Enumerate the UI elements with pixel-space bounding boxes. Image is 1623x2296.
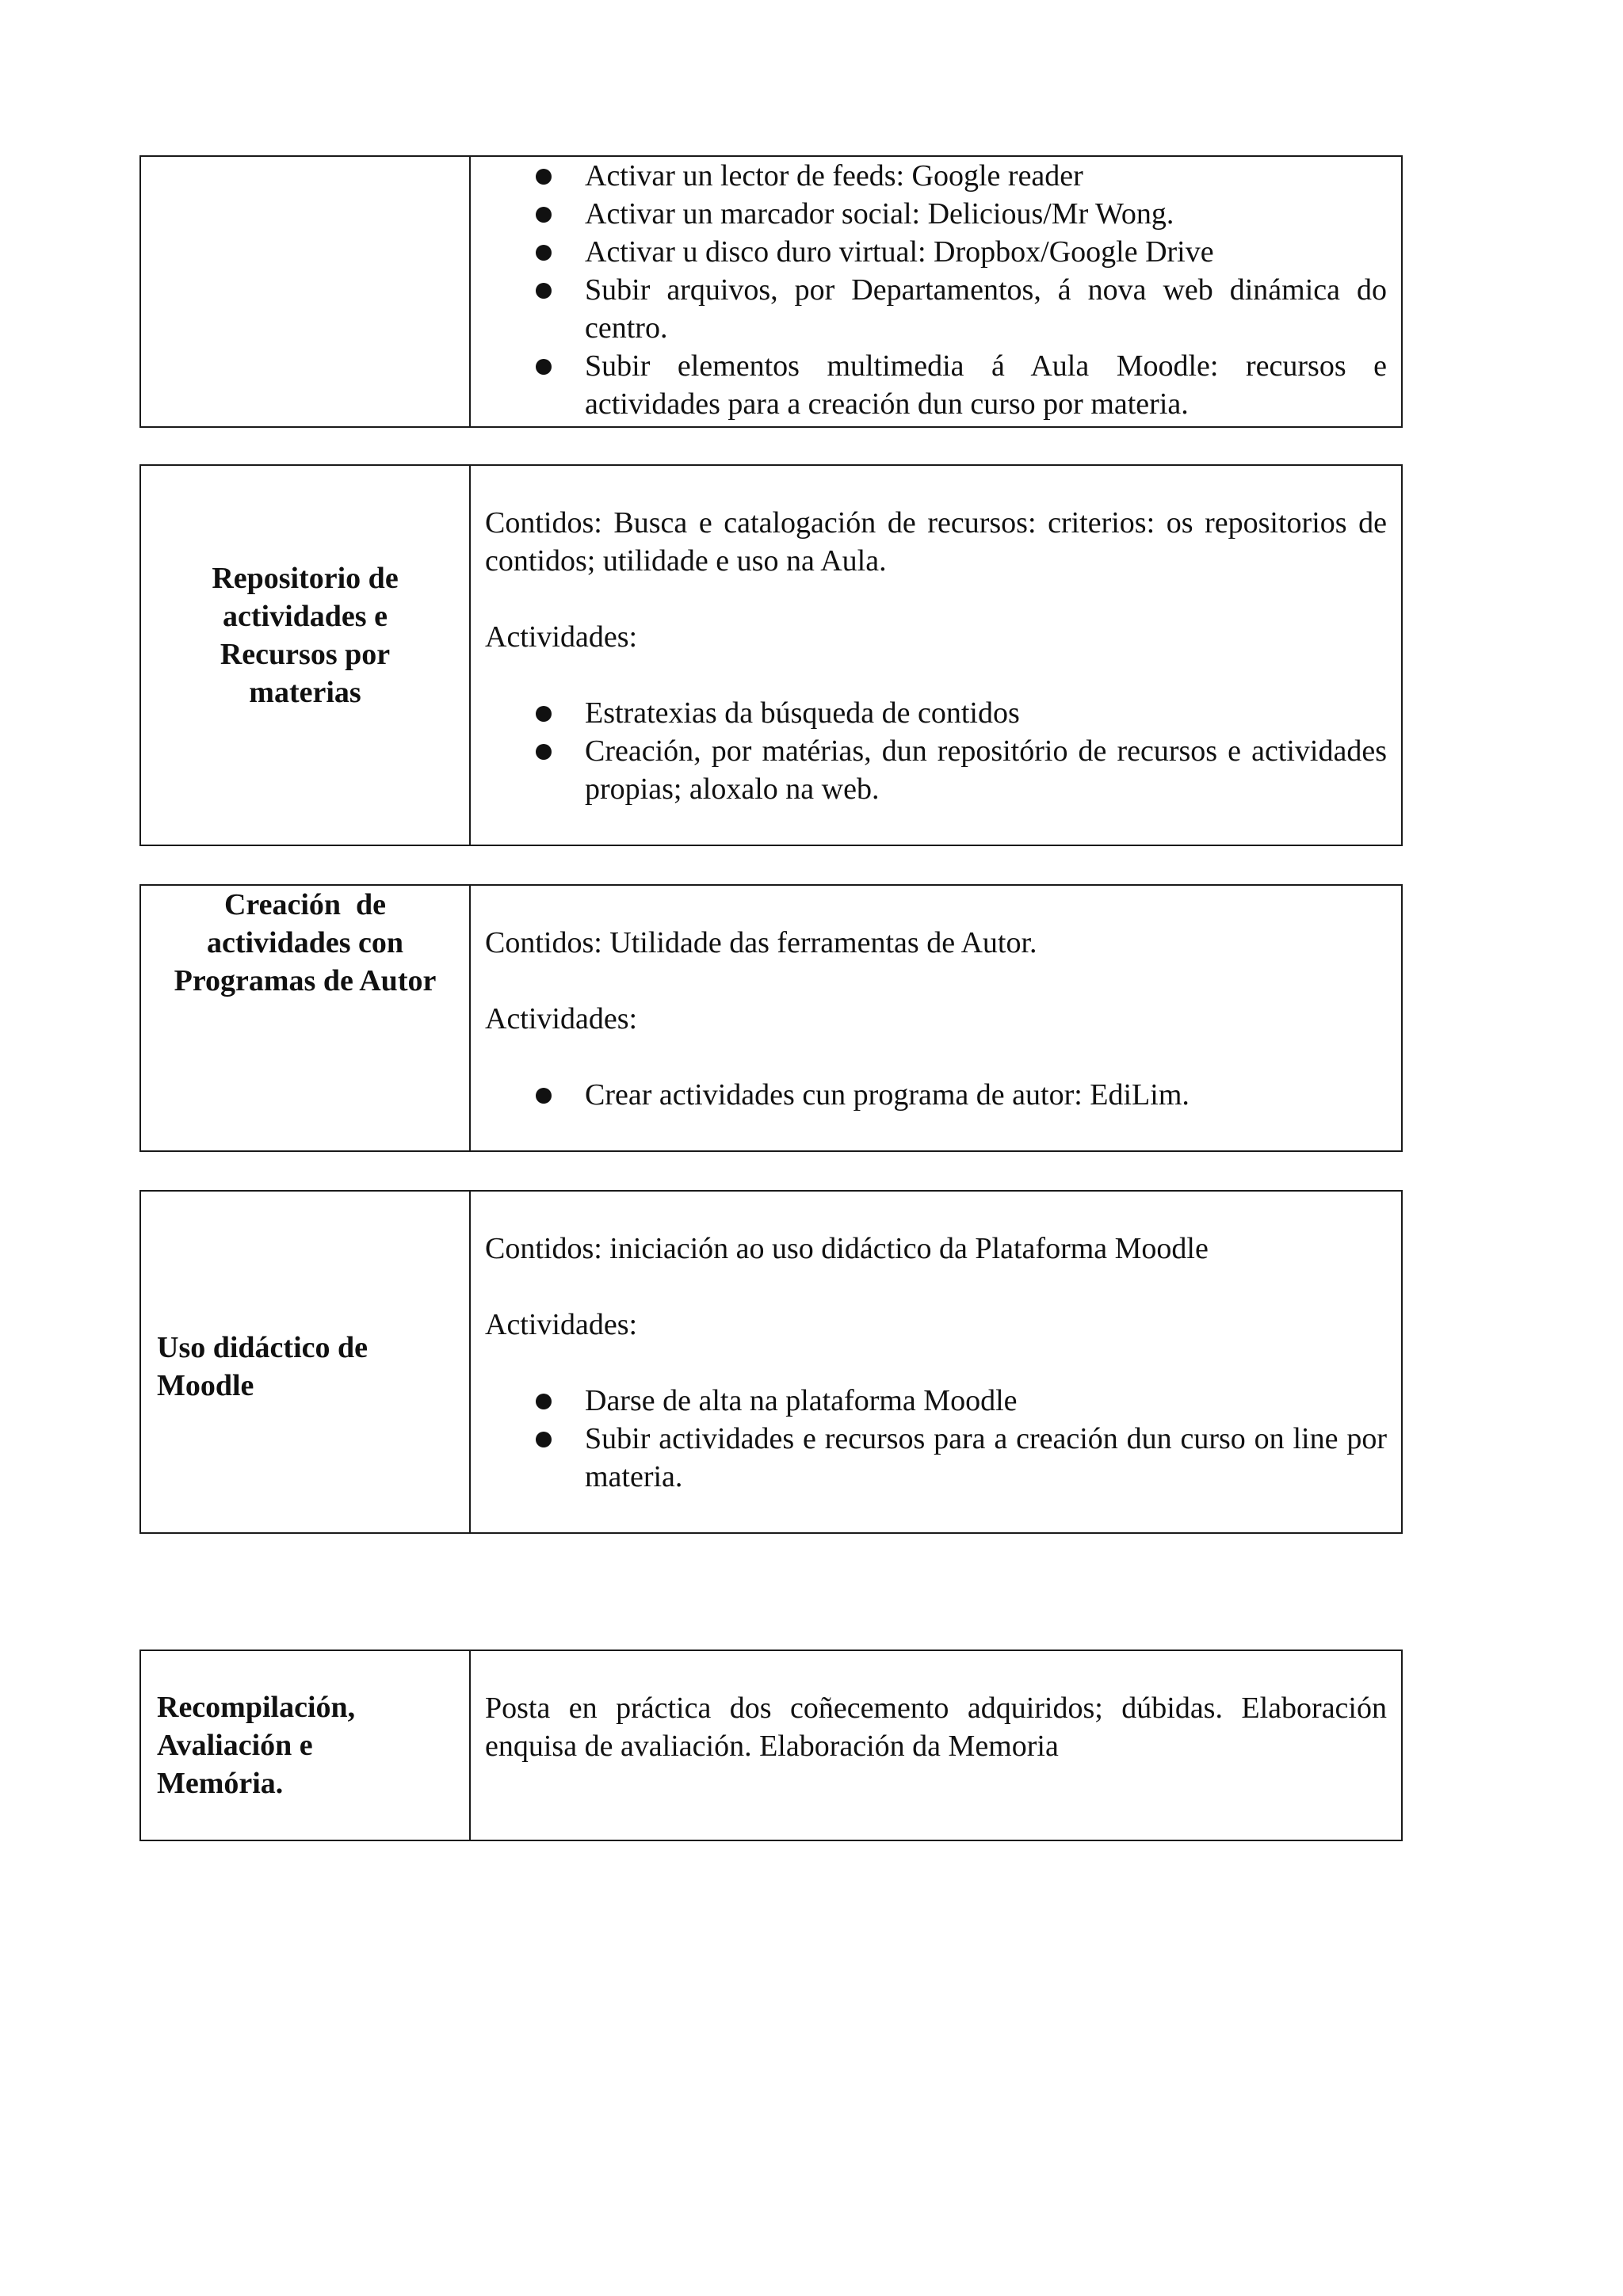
bullet-list [485,694,1387,808]
label-line: actividades con [206,926,404,959]
bullet-list [485,1076,1387,1114]
list-item: Darse de alta na plataforma Moodle [585,1382,1387,1420]
label-line: Recompilación, [157,1691,356,1724]
label-line: Recursos por [220,638,391,671]
list-item: Estratexias da búsqueda de contidos [585,694,1387,732]
label-line: Repositorio de [212,562,399,595]
table-recompilacion [139,1650,1403,1841]
table-moodle [139,1190,1403,1534]
content-cell [471,1651,1401,1840]
list-item: Activar u disco duro virtual: Dropbox/Google Drive [585,233,1387,271]
contidos-text: Contidos: iniciación ao uso didáctico da Plataforma Moodle [485,1232,1209,1265]
empty-label-cell [141,157,471,426]
list-item: Subir arquivos, por Departamentos, á nova web dinámica do centro. [585,271,1387,347]
list-item: Activar un marcador social: Delicious/Mr Wong. [585,195,1387,233]
contidos-text: Contidos: Busca e catalogación de recursos: criterios: os repositorios de contidos; utilidade e uso na Aula. [485,506,1387,578]
label-line: Uso didáctico de [157,1331,368,1364]
section-label [141,466,471,845]
content-cell [471,886,1401,1150]
label-line: Memória. [157,1767,284,1800]
bullet-list [485,157,1387,423]
section-label [141,1651,471,1840]
content-cell [471,466,1401,845]
section-label [141,1192,471,1532]
list-item: Subir actividades e recursos para a creación dun curso on line por materia. [585,1420,1387,1496]
table-repositorio [139,464,1403,846]
label-line: Moodle [157,1369,254,1402]
bullet-list [485,1382,1387,1496]
section-label [141,886,471,1150]
contidos-text: Contidos: Utilidade das ferramentas de Autor. [485,926,1037,959]
table-continuation [139,155,1403,428]
list-item: Crear actividades cun programa de autor: EdiLim. [585,1076,1387,1114]
list-item: Subir elementos multimedia á Aula Moodle: recursos e actividades para a creación dun curso por materia. [585,347,1387,423]
actividades-heading: Actividades: [485,1308,638,1341]
table-creacion [139,884,1403,1152]
list-item: Creación, por matérias, dun repositório de recursos e actividades propias; aloxalo na web. [585,732,1387,808]
list-item: Activar un lector de feeds: Google reader [585,157,1387,195]
label-line: Creación de [223,888,387,921]
content-cell [471,1192,1401,1532]
actividades-heading: Actividades: [485,620,638,654]
label-line: Avaliación e [157,1729,313,1762]
content-cell [471,157,1401,426]
label-line: materias [249,676,361,709]
contidos-text: Posta en práctica dos coñecemento adquiridos; dúbidas. Elaboración enquisa de avaliación. Elaboración da Memoria [485,1691,1387,1763]
label-line: actividades e [223,600,388,633]
label-line: Programas de Autor [174,964,437,997]
actividades-heading: Actividades: [485,1002,638,1035]
